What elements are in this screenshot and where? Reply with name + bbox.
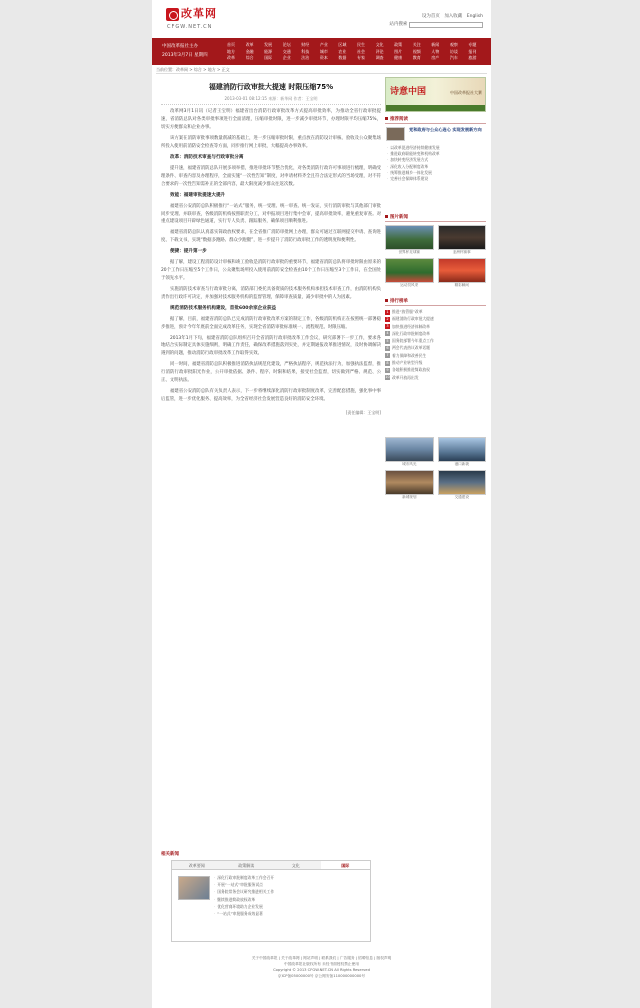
nav-item[interactable]: 资本	[319, 55, 328, 60]
rank-number: 1	[386, 309, 389, 314]
photo-caption: 运动员风采	[400, 283, 419, 287]
nav-item[interactable]: 评论	[375, 48, 384, 54]
photo-caption: 港口新貌	[454, 462, 469, 466]
ranking-item-title: 加快推进经济体制改革	[392, 323, 430, 329]
recommended-list-item[interactable]: · 完善社会保障体系建设	[387, 176, 484, 182]
photo-thumbnail[interactable]	[438, 470, 487, 495]
photo-caption: 亚洲杯赛事	[452, 250, 471, 254]
publisher-text: 中国改革报社主办	[162, 44, 198, 49]
article-subhead: 改革：消防技术审查与行政审批分离	[170, 154, 244, 160]
banner-subtitle: 中国改革报社大赛	[450, 90, 482, 95]
rank-number: 8	[386, 360, 389, 365]
photo-item[interactable]	[385, 258, 434, 288]
related-list	[214, 874, 364, 917]
article	[161, 77, 381, 947]
ranking-item[interactable]	[385, 359, 486, 366]
ranking-item-title: 国务院部署今年重点工作	[392, 338, 434, 344]
related-list-item[interactable]: · “一站式”审批服务成效显著	[214, 910, 364, 917]
nav-item[interactable]: 调查	[375, 55, 384, 60]
site-footer	[152, 955, 491, 979]
ranking-item-title: 改革开放再出发	[392, 374, 419, 380]
breadcrumb: 当前位置：改革网 > 综合 > 地方 > 正文	[156, 66, 487, 74]
rank-number: 9	[386, 367, 389, 372]
nav-item[interactable]: 地方	[227, 48, 235, 54]
section-header-photos: 图片新闻	[385, 215, 486, 222]
photo-thumbnail[interactable]	[438, 225, 487, 250]
recommended-list-item[interactable]: · 加快转变经济发展方式	[387, 157, 484, 163]
footer-copyright-en: Copyright © 2013 CFGW.NET.CN All Rights Reserved	[273, 968, 370, 972]
ranking-item[interactable]	[385, 330, 486, 337]
tab-reform-news[interactable]: 改革要闻	[188, 863, 205, 868]
ranking-item[interactable]	[385, 366, 486, 373]
photo-caption: 世界杯足球赛	[398, 250, 421, 254]
recommended-thumbnail[interactable]	[386, 127, 405, 141]
photo-item[interactable]	[438, 437, 487, 467]
article-meta: 2013-03-01 08:12:15 来源：新华网 作者：王宝明	[161, 96, 381, 106]
photo-item[interactable]	[438, 258, 487, 288]
ranking-item-title: 福建消防行政审批大提速	[392, 316, 434, 322]
add-favorite-link[interactable]: 加入收藏	[444, 14, 463, 19]
footer-icp: 京ICP备05000000号 京公网安备110000000000号	[277, 974, 366, 978]
rank-number: 7	[386, 353, 389, 358]
nav-item[interactable]: 综合	[245, 55, 254, 60]
article-subhead: 规范消防技术服务机构建设，首批600余家企业获益	[170, 305, 277, 311]
related-tabs	[172, 861, 370, 870]
nav-item[interactable]: 农业	[338, 48, 347, 54]
nav-item[interactable]: 改革	[227, 55, 235, 60]
nav-date-block	[162, 42, 222, 60]
nav-item[interactable]: 健康	[394, 55, 403, 60]
photo-item[interactable]	[385, 470, 434, 500]
article-editor: [责任编辑：王宝明]	[345, 409, 381, 415]
photo-grid-2	[385, 437, 486, 500]
nav-item[interactable]: 法治	[301, 55, 310, 60]
related-list-item[interactable]: · 优化营商环境助力企业发展	[214, 903, 364, 910]
search-input[interactable]	[409, 22, 483, 28]
rank-number: 10	[385, 375, 390, 380]
nav-item[interactable]: 财经	[301, 42, 310, 47]
ranking-item-title: 推进“放管服”改革	[392, 309, 423, 314]
photo-item[interactable]	[385, 437, 434, 467]
article-paragraph: 据了解，目前，福建省消防总队已完成消防行政审批改革方案的制定工作，各级消防机构正在按照统一部署稳步推进，预计今年年底前全面完成改革任务，实现全省消防审批标准统一、流程规范、时限压缩。	[161, 316, 381, 330]
tab-international[interactable]: 国际	[321, 861, 371, 869]
related-thumbnail[interactable]	[178, 876, 210, 900]
ranking-item[interactable]	[385, 308, 486, 315]
footer-links[interactable]: 关于中国改革报 | 关于改革网 | 网站声明 | 联系我们 | 广告服务 | 招聘信息 | 版权声明	[251, 956, 392, 960]
article-paragraph: 同一时间，福建省消防总队积极推进消防执法规范化建设，严格执法程序，规范执法行为，加强执法监督，推行消防行政审批阳光作业，公开审批依据、条件、程序、时限和结果，接受社会监督，切实做到严格、规范、公正、文明执法。	[161, 362, 381, 384]
article-paragraph: 福建省公安消防总队积极推行“一站式”服务，统一受理、统一审查、统一发证，实行消防审批与其他部门审批同步受理、并联审查，各级消防机构按照职责分工，对申报项目进行集中会审，提高审批效率，避免重复审查。对重点建设项目开辟绿色通道，实行专人负责、跟踪服务，确保项目顺利推进。	[161, 203, 381, 225]
nav-item[interactable]: 视频	[412, 48, 421, 54]
recommended-list-item[interactable]: · 统筹推进城乡一体化发展	[387, 170, 484, 176]
nav-item[interactable]: 发展	[264, 42, 273, 47]
ranking-item-title: 两会代表热议改革话题	[392, 345, 430, 351]
promo-banner[interactable]	[385, 77, 486, 112]
related-list-item[interactable]: · 深化行政审批制度改革工作会召开	[214, 874, 364, 881]
nav-item[interactable]: 教育	[412, 55, 421, 60]
page	[152, 0, 491, 1008]
article-paragraph: 据了解，建设工程消防设计审核和竣工验收是消防行政审批的重要环节，福建省消防总队将审批时限由原来的20个工作日压缩至5个工作日，公众聚集场所投入使用前消防安全检查由10个工作日压缩至3个工作日，在全国处于领先水平。	[161, 260, 381, 281]
photo-thumbnail[interactable]	[385, 225, 434, 250]
photo-item[interactable]	[385, 225, 434, 255]
article-subhead: 便捷：提升第一步	[170, 249, 207, 255]
header-links	[419, 14, 483, 20]
nav-item[interactable]: 新闻	[431, 42, 440, 47]
logo-icon[interactable]	[166, 8, 179, 21]
site-domain: CFGW.NET.CN	[167, 24, 213, 30]
photo-thumbnail[interactable]	[385, 437, 434, 462]
nav-item[interactable]: 社会	[356, 48, 365, 54]
rank-number: 6	[386, 345, 389, 350]
related-box	[171, 860, 371, 942]
nav-item[interactable]: 访谈	[449, 48, 458, 54]
section-header-recommended: 推荐阅读	[385, 117, 486, 124]
nav-item[interactable]: 国际	[264, 55, 273, 60]
set-homepage-link[interactable]: 设为首页	[421, 14, 440, 19]
nav-item[interactable]: 关注	[412, 42, 421, 47]
ranking-item[interactable]	[385, 315, 486, 322]
photo-caption: 精彩瞬间	[454, 283, 469, 287]
nav-item[interactable]: 汽车	[449, 55, 458, 60]
ranking-item[interactable]	[385, 337, 486, 344]
photo-thumbnail[interactable]	[385, 258, 434, 283]
site-logo[interactable]: 改革网	[181, 7, 217, 20]
photo-grid	[385, 225, 486, 288]
photo-caption: 新城规划	[402, 495, 417, 499]
nav-item[interactable]: 报刊	[468, 48, 477, 54]
nav-item[interactable]: 专题	[468, 42, 477, 47]
nav-item[interactable]: 旅游	[468, 55, 477, 60]
article-paragraph: 提升速，福建省消防总队开展多项举措，推进审批环节整合优化，对各类消防行政许可事项进行梳理，明确受理条件、审查内容及办理程序，全面实施“一次性告知”制度，对申请材料齐全且符合法定形式的当场受理，对不符合要求的一次性告知需补正的全部内容，最大限度减少群众往返次数。	[161, 165, 381, 187]
rank-number: 5	[386, 338, 389, 343]
nav-item[interactable]: 科技	[301, 48, 310, 54]
photo-item[interactable]	[438, 225, 487, 255]
photo-thumbnail[interactable]	[385, 470, 434, 495]
main-nav	[152, 38, 491, 65]
nav-item[interactable]: 企业	[282, 55, 291, 60]
nav-item[interactable]: 区域	[338, 42, 347, 47]
nav-item[interactable]: 产业	[319, 42, 328, 47]
ranking-item-title: 推动产业转型升级	[392, 360, 423, 366]
nav-item[interactable]: 改革	[245, 42, 254, 47]
banner-bar	[386, 105, 486, 111]
nav-grid	[227, 42, 487, 61]
search-label: 站内搜索	[389, 22, 408, 27]
nav-item[interactable]: 人物	[431, 48, 440, 54]
photo-thumbnail[interactable]	[438, 258, 487, 283]
related-list-item[interactable]: · 国务院常务会议研究推进相关工作	[214, 888, 364, 895]
english-link[interactable]: English	[466, 14, 483, 19]
footer-copyright: 中国改革报社版权所有 未经书面授权禁止使用	[284, 962, 359, 966]
nav-item[interactable]: 交通	[282, 48, 291, 54]
sidebar	[385, 77, 486, 607]
tab-culture[interactable]: 文化	[291, 863, 300, 868]
article-paragraph: 福建省消防总队认真落实简政放权要求，在全省推广消防审批网上办理，群众可通过互联网提交申请、查询进度、下载文书，实现“数据多跑路、群众少跑腿”，进一步提升了消防行政审批工作的透明度和便利性。	[161, 230, 381, 244]
nav-item[interactable]: 民生	[356, 42, 365, 47]
banner-title: 诗意中国	[390, 87, 427, 97]
article-paragraph: 实施消防技术审查与行政审批分离，消防部门委托具备资质的技术服务机构承担技术审查工作，由消防机构负责作出行政许可决定，并加强对技术服务机构的监督管理，保障审查质量，减少审批中的人为因素。	[161, 286, 381, 300]
tab-policy[interactable]: 政策解读	[238, 863, 255, 868]
ranking-item-title: 着力保障和改善民生	[392, 352, 427, 358]
nav-item[interactable]: 图片	[394, 48, 403, 54]
article-title: 福建消防行政审批大提速 时限压缩75%	[208, 83, 334, 91]
date-text: 2013年3月7日 星期四	[162, 53, 208, 58]
related-list-item[interactable]: · 开展“一站式”审批服务试点	[214, 881, 364, 888]
nav-item[interactable]: 数据	[338, 55, 347, 60]
nav-item[interactable]: 城市	[319, 48, 328, 54]
rank-number: 2	[386, 316, 389, 321]
recommended-list-item[interactable]: · 推进政府职能转变和机构改革	[387, 151, 484, 157]
site-header	[152, 0, 491, 38]
section-header-ranking: 排行榜单	[385, 299, 486, 306]
article-paragraph: 该方案在消防审批事项数量削减的基础上，进一步压缩审批时限，重点放在消防设计审核、验收及公众聚集场所投入使用前消防安全检查等方面，同步推行网上审批，大幅提高办事效率。	[161, 136, 381, 150]
nav-item[interactable]: 观察	[449, 42, 458, 47]
ranking-item[interactable]	[385, 352, 486, 359]
recommended-list	[387, 145, 484, 182]
nav-item[interactable]: 房产	[431, 55, 440, 60]
site-search	[389, 22, 483, 30]
ranking-list	[385, 308, 486, 381]
rank-number: 4	[386, 331, 389, 336]
ranking-item-title: 各地积极推进简政放权	[392, 367, 430, 373]
photo-caption: 交通建设	[454, 495, 469, 499]
article-paragraph: 改革网3月1日讯（记者王宝明）福建省出台消防行政审批改革方式提高审批效率，为推动全省行政审批提速，省消防总队对各类审批事项进行全面清理，压缩审批时限，进一步减少审批环节，办理时限平均压缩75%，切实方便群众和企业办事。	[161, 109, 381, 131]
ranking-item-title: 深化行政审批制度改革	[392, 330, 430, 336]
nav-item[interactable]: 首页	[227, 42, 235, 47]
ranking-item[interactable]	[385, 344, 486, 351]
nav-item[interactable]: 政策	[394, 42, 403, 47]
rank-number: 3	[386, 324, 389, 329]
recommended-list-item[interactable]: · 深化收入分配制度改革	[387, 164, 484, 170]
nav-item[interactable]: 论坛	[282, 42, 291, 47]
article-subhead: 效能：福建审批提速大提升	[170, 192, 226, 198]
article-paragraph: 2013年1月下旬，福建省消防总队组织召开全省消防行政审批改革工作会议，研究部署下一步工作，要求各地结合实际制定具体实施细则，明确工作责任，确保改革措施落到实处，并定期通报改革推进情况，及时协调解决遇到的问题，推动消防行政审批改革工作取得实效。	[161, 335, 381, 357]
nav-item[interactable]: 文化	[375, 42, 384, 47]
nav-item[interactable]: 能源	[264, 48, 273, 54]
recommended-headline[interactable]: 党和政府与公众心连心 实现发展新方向	[409, 127, 482, 132]
recommended-list-item[interactable]: · 以改革促进经济持续健康发展	[387, 145, 484, 151]
ranking-item[interactable]	[385, 323, 486, 330]
photo-caption: 城市风光	[402, 462, 417, 466]
related-header: 相关新闻	[161, 852, 179, 857]
nav-item[interactable]: 金融	[245, 48, 254, 54]
photo-item[interactable]	[438, 470, 487, 500]
related-list-item[interactable]: · 继续推进简政放权改革	[214, 896, 364, 903]
ranking-item[interactable]	[385, 374, 486, 381]
photo-thumbnail[interactable]	[438, 437, 487, 462]
article-paragraph: 福建省公安消防总队有关负责人表示，下一步将继续深化消防行政审批制度改革，完善配套措施，强化事中事后监管，进一步优化服务、提高效率，为全省经济社会发展营造良好的消防安全环境。	[161, 388, 381, 402]
nav-item[interactable]: 专家	[356, 55, 365, 60]
